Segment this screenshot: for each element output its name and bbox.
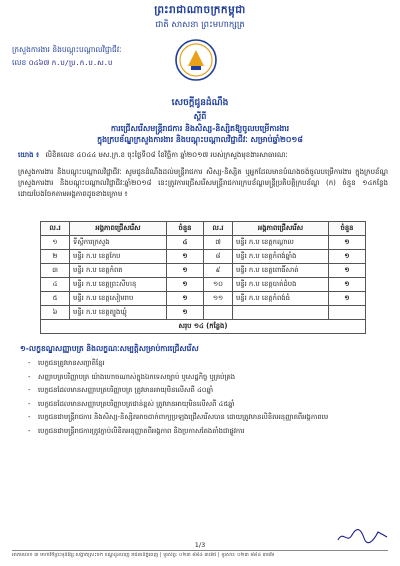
notice-title-block (0, 97, 400, 145)
cell: ៤ (41, 278, 70, 292)
cell (232, 306, 328, 320)
document-number-label: លេខ (12, 58, 27, 67)
cell: ៣ (41, 264, 70, 278)
page-number: 1/3 (194, 541, 206, 549)
cell: ៥ (41, 292, 70, 306)
col-count-left: ចំនួន (166, 222, 203, 236)
intro-paragraph: ក្រសួងការងារ និងបណ្តុះបណ្តាលវិជ្ជាជីវៈ សូមជូនដំណឹងដល់មន្ត្រីរាជការ សិស្ស-និស្សិត ឬអ្នកដែលមានបំណងចង់ចូលបម្រើការងារ ក្នុងក្របខ័ណ្ឌក្រសួងការងារ និងបណ្តុះបណ្តាលវិជ្ជាជីវៈឆ្នាំ២០១៨ នេះត្រូវការជ្រើសរើសមន្ត្រីរាជការក្របខ័ណ្ឌមន្ត្រីប្រតិបត្តិក្របខ័ណ្ឌ (ក) ចំនួន ១៤កន្លែង ដោយបែងចែកតាមអង្គភាពដូចខាងក្រោម ៖ (18, 168, 388, 198)
cell: ១១ (203, 292, 232, 306)
cell (203, 306, 232, 320)
cell: ១០ (203, 278, 232, 292)
cell: ៩ (203, 264, 232, 278)
cell: ១ (166, 278, 203, 292)
cell: មន្ទីរ ក.ប ខេត្តបាត់ដំបង (232, 278, 328, 292)
reference-text: លិខិតលេខ ៤០៤៤ មស.ក្រ.ខ ចុះថ្ងៃទី០៨ ខែវិច្ឆិកា ឆ្នាំ២០១៧ របស់ក្រសួងមុខងារសាធារណៈ (45, 151, 288, 159)
col-unit-right: អង្គភាពជ្រើសរើស (232, 222, 328, 236)
cell: មន្ទីរ ក.ប ខេត្តកំពត (70, 264, 167, 278)
notice-title: សេចក្តីជូនដំណឹង (171, 98, 229, 108)
col-no-right: ល.រ (203, 222, 232, 236)
cell: មន្ទីរ ក.ប ខេត្តកំពង់ឆ្នាំង (232, 250, 328, 264)
cell: ១ (329, 250, 366, 264)
col-no-left: ល.រ (41, 222, 70, 236)
cell: ១ (329, 278, 366, 292)
section-heading: ១-លក្ខខណ្ឌសញ្ញាបត្រ និងលក្ខណៈសម្បត្តិសម្រាប់ការជ្រើសរើស (20, 344, 199, 353)
cell: ១ (166, 306, 203, 320)
cell: មន្ទីរ ក.ប ខេត្តកែប (70, 250, 167, 264)
cell: ៨ (203, 250, 232, 264)
ministry-block (12, 44, 121, 69)
cell: ២ (41, 250, 70, 264)
allocation-table (40, 221, 366, 334)
cell: ១ (329, 236, 366, 250)
cell: មន្ទីរ ក.ប ខេត្តព្រះសីហនុ (70, 278, 167, 292)
table-row (41, 278, 366, 292)
col-unit-left: អង្គភាពជ្រើសរើស (70, 222, 167, 236)
document-number: ០៤៦៧ (28, 59, 50, 67)
cell: ១ (329, 292, 366, 306)
document-reference-code: ក.ប/ប្រ.ក.ប.ស.ប (51, 59, 113, 67)
cell: ១ (166, 264, 203, 278)
table-row (41, 306, 366, 320)
cell: ៧ (203, 236, 232, 250)
cell: មន្ទីរ ក.ប ខេត្តពោធិ៍សាត់ (232, 264, 328, 278)
list-item: - បេក្ខជនដែលមានសញ្ញាបត្របរិញ្ញាបត្រ ត្រូវមានអាយុមិនលើសពី ៤០ឆ្នាំ (28, 385, 380, 395)
list-item: - បេក្ខជនជាមន្ត្រីរាជការត្រូវភ្ជាប់លិខិតអនុញ្ញាតពីអង្គភាព និងប្រកាសតែងតាំងជាផ្លូវការ (28, 426, 380, 436)
col-count-right: ចំនួន (329, 222, 366, 236)
kingdom-header (0, 4, 400, 32)
cell: ១ (41, 236, 70, 250)
cell: មន្ទីរ ក.ប ខេត្តត្បូងឃ្មុំ (70, 306, 167, 320)
cell: ៦ (41, 306, 70, 320)
table-header-row (41, 222, 366, 236)
notice-subject-line1: ការជ្រើសរើសមន្ត្រីរាជការ និងសិស្ស-និស្សិតឱ្យចូលបម្រើការងារ (110, 124, 290, 133)
notice-subject-line2: ក្នុងក្របខ័ណ្ឌក្រសួងការងារ និងបណ្តុះបណ្តាលវិជ្ជាជីវៈ សម្រាប់ឆ្នាំ២០១៨ (97, 135, 303, 144)
reference-line (18, 150, 388, 160)
cell: មន្ទីរ ក.ប ខេត្តកំពង់ធំ (232, 292, 328, 306)
cell: ១ (329, 264, 366, 278)
cell: ទីស្តីការក្រសួង (70, 236, 167, 250)
table-row (41, 250, 366, 264)
cell: មន្ទីរ ក.ប ខេត្តកណ្តាល (232, 236, 328, 250)
cell: ១ (166, 292, 203, 306)
footer-divider (12, 550, 388, 551)
list-item: - បេក្ខជនជាមន្ត្រីរាជការ និងសិស្ស-និស្សិតអាចដាក់ពាក្យប្រឡងជ្រើសរើសបាន ដោយត្រូវមានលិខិតអនុញ្ញាតពីអង្គភាពមេ (28, 412, 380, 422)
table-row (41, 236, 366, 250)
table-total: សរុប ១៤ (កន្លែង) (41, 320, 366, 334)
kingdom-name: ព្រះរាជាណាចក្រកម្ពុជា (154, 4, 246, 16)
document-number-line (12, 57, 112, 69)
footer-address: អាគារលេខ ៣ មហាវិថីព្រះមុនីវង្ស សង្កាត់ស្រះចក ខណ្ឌដូនពេញ រាជធានីភ្នំពេញ | ទូរស័ព្ទ: ០២៣ ៨៨៤ ៣៧៥ | ទូរសារ: ០២៣ ៨៨៤ ៣៧៦ (12, 552, 275, 558)
kingdom-motto: ជាតិ សាសនា ព្រះមហាក្សត្រ (155, 20, 245, 30)
criteria-list (28, 358, 380, 440)
list-item: - បេក្ខជនដែលមានសញ្ញាបត្របរិញ្ញាបត្រជាន់ខ្ពស់ ត្រូវមានអាយុមិនលើសពី ៤៥ឆ្នាំ (28, 399, 380, 409)
cell (329, 306, 366, 320)
ministry-emblem-icon (174, 38, 218, 82)
cell: ១ (166, 250, 203, 264)
list-item: - បេក្ខជនត្រូវមានសញ្ជាតិខ្មែរ (28, 358, 380, 368)
cell: ៤ (166, 236, 203, 250)
reference-label: យោង ៖ (18, 151, 40, 159)
table-row (41, 292, 366, 306)
table-row (41, 264, 366, 278)
table-total-row (41, 320, 366, 334)
list-item: - សញ្ញាបត្របរិញ្ញាបត្រ យ៉ាងហោចណាស់ក្នុងឯកទេសច្បាប់ ឬសេដ្ឋកិច្ច ឬគ្រប់គ្រង (28, 372, 380, 382)
ministry-name: ក្រសួងការងារ និងបណ្តុះបណ្តាលវិជ្ជាជីវៈ (12, 45, 122, 54)
notice-subject-label: ស្តីពី (193, 112, 207, 121)
cell: មន្ទីរ ក.ប ខេត្តសៀមរាប (70, 292, 167, 306)
